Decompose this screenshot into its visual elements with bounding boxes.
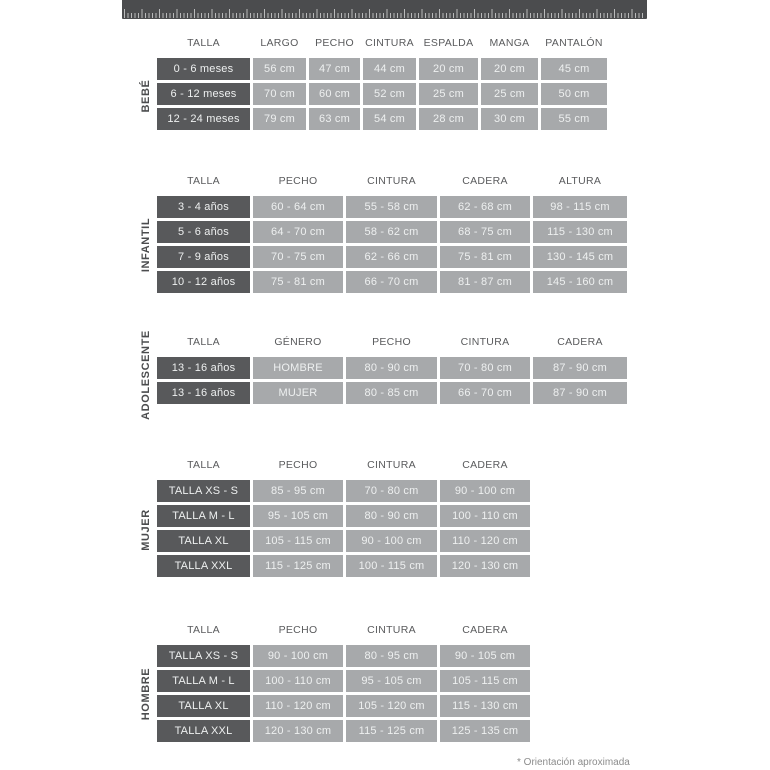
column-header: CINTURA: [367, 175, 416, 187]
header-row: [157, 335, 627, 349]
footnote: * Orientación aproximada: [517, 757, 630, 768]
measurement-cell: 56 cm: [253, 58, 306, 80]
size-label-cell: TALLA M - L: [157, 670, 250, 692]
measurement-cell: 75 - 81 cm: [253, 271, 343, 293]
group-label-adolescente: ADOLESCENTE: [140, 330, 152, 420]
size-label-cell: 13 - 16 años: [157, 382, 250, 404]
measurement-cell: 125 - 135 cm: [440, 720, 530, 742]
measurement-cell: 79 cm: [253, 108, 306, 130]
group-label-mujer: MUJER: [140, 509, 152, 551]
size-label-cell: 5 - 6 años: [157, 221, 250, 243]
column-header: CINTURA: [367, 624, 416, 636]
measurement-cell: 70 cm: [253, 83, 306, 105]
measurement-cell: 110 - 120 cm: [253, 695, 343, 717]
size-label-cell: 0 - 6 meses: [157, 58, 250, 80]
size-label-cell: 6 - 12 meses: [157, 83, 250, 105]
size-label-cell: TALLA XS - S: [157, 480, 250, 502]
table-row: [157, 58, 607, 80]
measurement-cell: 70 - 80 cm: [440, 357, 530, 379]
measurement-cell: 81 - 87 cm: [440, 271, 530, 293]
column-header: CINTURA: [460, 336, 510, 348]
measurement-cell: 60 - 64 cm: [253, 196, 343, 218]
size-label-cell: 13 - 16 años: [157, 357, 250, 379]
size-label-cell: 12 - 24 meses: [157, 108, 250, 130]
table-row: [157, 357, 627, 379]
measurement-cell: 20 cm: [481, 58, 538, 80]
size-label-cell: 10 - 12 años: [157, 271, 250, 293]
measurement-cell: 64 - 70 cm: [253, 221, 343, 243]
column-header: PECHO: [278, 459, 318, 471]
column-header: CINTURA: [365, 37, 414, 49]
column-header: PECHO: [278, 175, 318, 187]
measurement-cell: 58 - 62 cm: [346, 221, 437, 243]
measurement-cell: 115 - 125 cm: [346, 720, 437, 742]
column-header: PECHO: [315, 37, 354, 49]
table-row: [157, 83, 607, 105]
column-header: CADERA: [557, 336, 603, 348]
column-header: CADERA: [462, 175, 508, 187]
table-row: [157, 695, 530, 717]
measurement-cell: 75 - 81 cm: [440, 246, 530, 268]
measurement-cell: 55 cm: [541, 108, 607, 130]
measurement-cell: 68 - 75 cm: [440, 221, 530, 243]
measurement-cell: 100 - 110 cm: [253, 670, 343, 692]
measurement-cell: 60 cm: [309, 83, 360, 105]
measurement-cell: MUJER: [253, 382, 343, 404]
measurement-cell: 115 - 125 cm: [253, 555, 343, 577]
size-label-cell: TALLA XS - S: [157, 645, 250, 667]
measurement-cell: 28 cm: [419, 108, 478, 130]
size-label-cell: TALLA M - L: [157, 505, 250, 527]
header-row: [157, 623, 530, 637]
measurement-cell: 87 - 90 cm: [533, 382, 627, 404]
header-row: [157, 174, 627, 188]
measurement-cell: 100 - 115 cm: [346, 555, 437, 577]
group-label-hombre: HOMBRE: [140, 667, 152, 721]
measurement-cell: HOMBRE: [253, 357, 343, 379]
table-row: [157, 555, 530, 577]
measurement-cell: 145 - 160 cm: [533, 271, 627, 293]
column-header: PECHO: [372, 336, 411, 348]
measurement-cell: 85 - 95 cm: [253, 480, 343, 502]
measurement-cell: 44 cm: [363, 58, 416, 80]
measurement-cell: 80 - 90 cm: [346, 357, 437, 379]
measurement-cell: 87 - 90 cm: [533, 357, 627, 379]
size-table-adolescente: [157, 335, 627, 407]
measurement-cell: 120 - 130 cm: [253, 720, 343, 742]
measurement-cell: 110 - 120 cm: [440, 530, 530, 552]
column-header: CADERA: [462, 624, 508, 636]
size-label-cell: TALLA XXL: [157, 720, 250, 742]
measurement-cell: 50 cm: [541, 83, 607, 105]
measurement-cell: 54 cm: [363, 108, 416, 130]
column-header: TALLA: [187, 37, 220, 49]
header-row: [157, 458, 530, 472]
column-header: MANGA: [489, 37, 530, 49]
table-row: [157, 505, 530, 527]
measurement-cell: 90 - 100 cm: [346, 530, 437, 552]
table-row: [157, 530, 530, 552]
table-row: [157, 720, 530, 742]
measurement-cell: 95 - 105 cm: [253, 505, 343, 527]
column-header: GÉNERO: [274, 336, 322, 348]
measurement-cell: 52 cm: [363, 83, 416, 105]
size-label-cell: TALLA XL: [157, 530, 250, 552]
table-row: [157, 382, 627, 404]
size-table-bebe: [157, 36, 607, 133]
measurement-cell: 105 - 120 cm: [346, 695, 437, 717]
measurement-cell: 80 - 90 cm: [346, 505, 437, 527]
size-label-cell: TALLA XXL: [157, 555, 250, 577]
measurement-cell: 105 - 115 cm: [253, 530, 343, 552]
column-header: ALTURA: [558, 175, 602, 187]
measurement-cell: 45 cm: [541, 58, 607, 80]
measurement-cell: 120 - 130 cm: [440, 555, 530, 577]
table-row: [157, 480, 530, 502]
measurement-cell: 90 - 105 cm: [440, 645, 530, 667]
measurement-cell: 115 - 130 cm: [533, 221, 627, 243]
measurement-cell: 90 - 100 cm: [253, 645, 343, 667]
column-header: CINTURA: [367, 459, 416, 471]
measurement-cell: 25 cm: [481, 83, 538, 105]
measurement-cell: 20 cm: [419, 58, 478, 80]
measurement-cell: 62 - 68 cm: [440, 196, 530, 218]
measurement-cell: 25 cm: [419, 83, 478, 105]
measurement-cell: 66 - 70 cm: [440, 382, 530, 404]
measurement-cell: 98 - 115 cm: [533, 196, 627, 218]
measurement-cell: 30 cm: [481, 108, 538, 130]
ruler-graphic: [122, 0, 647, 19]
size-table-infantil: [157, 174, 627, 296]
table-row: [157, 108, 607, 130]
size-table-mujer: [157, 458, 530, 580]
table-row: [157, 670, 530, 692]
column-header: ESPALDA: [423, 37, 474, 49]
measurement-cell: 66 - 70 cm: [346, 271, 437, 293]
column-header: PECHO: [278, 624, 318, 636]
measurement-cell: 80 - 95 cm: [346, 645, 437, 667]
table-row: [157, 221, 627, 243]
column-header: PANTALÓN: [545, 37, 603, 49]
measurement-cell: 100 - 110 cm: [440, 505, 530, 527]
size-label-cell: TALLA XL: [157, 695, 250, 717]
column-header: LARGO: [260, 37, 299, 49]
column-header: CADERA: [462, 459, 508, 471]
measurement-cell: 62 - 66 cm: [346, 246, 437, 268]
measurement-cell: 70 - 75 cm: [253, 246, 343, 268]
header-row: [157, 36, 607, 50]
column-header: TALLA: [187, 175, 220, 187]
measurement-cell: 70 - 80 cm: [346, 480, 437, 502]
size-label-cell: 3 - 4 años: [157, 196, 250, 218]
table-row: [157, 645, 530, 667]
column-header: TALLA: [187, 624, 220, 636]
measurement-cell: 130 - 145 cm: [533, 246, 627, 268]
measurement-cell: 55 - 58 cm: [346, 196, 437, 218]
measurement-cell: 47 cm: [309, 58, 360, 80]
measurement-cell: 90 - 100 cm: [440, 480, 530, 502]
table-row: [157, 196, 627, 218]
group-label-infantil: INFANTIL: [140, 217, 152, 273]
group-label-bebe: BEBÉ: [140, 79, 152, 113]
column-header: TALLA: [187, 336, 220, 348]
measurement-cell: 115 - 130 cm: [440, 695, 530, 717]
table-row: [157, 246, 627, 268]
measurement-cell: 80 - 85 cm: [346, 382, 437, 404]
measurement-cell: 105 - 115 cm: [440, 670, 530, 692]
size-table-hombre: [157, 623, 530, 745]
measurement-cell: 95 - 105 cm: [346, 670, 437, 692]
table-row: [157, 271, 627, 293]
measurement-cell: 63 cm: [309, 108, 360, 130]
column-header: TALLA: [187, 459, 220, 471]
size-label-cell: 7 - 9 años: [157, 246, 250, 268]
